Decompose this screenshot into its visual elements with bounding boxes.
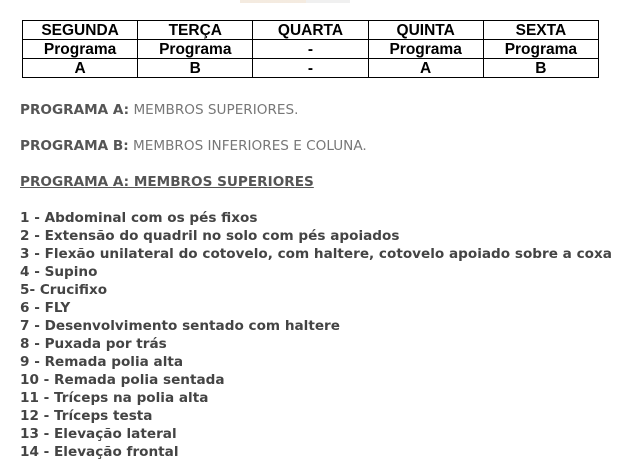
- exercise-item: 5- Crucifixo: [20, 282, 108, 298]
- exercise-item: 3 - Flexão unilateral do cotovelo, com haltere, cotovelo apoiado sobre a coxa: [20, 246, 612, 262]
- letter-cell-wednesday: -: [253, 59, 368, 78]
- letter-cell-friday: B: [483, 59, 598, 78]
- exercise-item: 7 - Desenvolvimento sentado com haltere: [20, 318, 340, 334]
- exercise-list: [20, 209, 612, 461]
- exercise-item: 1 - Abdominal com os pés fixos: [20, 210, 258, 226]
- program-cell-wednesday: -: [253, 40, 368, 59]
- day-header-monday: SEGUNDA: [23, 21, 138, 40]
- program-b-label: PROGRAMA B:: [20, 138, 129, 154]
- weekly-schedule-table: [22, 20, 599, 78]
- letter-cell-thursday: A: [368, 59, 483, 78]
- day-header-thursday: QUINTA: [368, 21, 483, 40]
- section-heading: [20, 173, 314, 191]
- exercise-item: 10 - Remada polia sentada: [20, 372, 225, 388]
- program-cell-tuesday: Programa: [138, 40, 253, 59]
- program-b-summary: [20, 137, 367, 155]
- day-header-friday: SEXTA: [483, 21, 598, 40]
- exercise-item: 11 - Tríceps na polia alta: [20, 390, 209, 406]
- exercise-item: 12 - Tríceps testa: [20, 408, 153, 424]
- program-a-label: PROGRAMA A:: [20, 102, 130, 118]
- program-row: [23, 40, 599, 59]
- program-cell-monday: Programa: [23, 40, 138, 59]
- program-a-description: MEMBROS SUPERIORES.: [133, 102, 299, 118]
- program-a-summary: [20, 101, 298, 119]
- exercise-item: 6 - FLY: [20, 300, 71, 316]
- exercise-item: 8 - Puxada por trás: [20, 336, 167, 352]
- letter-cell-tuesday: B: [138, 59, 253, 78]
- exercise-item: 14 - Elevação frontal: [20, 444, 179, 460]
- section-heading-text: PROGRAMA A: MEMBROS SUPERIORES: [20, 174, 314, 190]
- exercise-item: 9 - Remada polia alta: [20, 354, 184, 370]
- letter-row: [23, 59, 599, 78]
- days-row: [23, 21, 599, 40]
- program-b-description: MEMBROS INFERIORES E COLUNA.: [133, 138, 367, 154]
- cropped-text-fragment: [240, 0, 350, 3]
- exercise-item: 2 - Extensão do quadril no solo com pés apoiados: [20, 228, 400, 244]
- letter-cell-monday: A: [23, 59, 138, 78]
- program-cell-thursday: Programa: [368, 40, 483, 59]
- exercise-item: 13 - Elevação lateral: [20, 426, 177, 442]
- program-cell-friday: Programa: [483, 40, 598, 59]
- day-header-tuesday: TERÇA: [138, 21, 253, 40]
- exercise-item: 4 - Supino: [20, 264, 98, 280]
- day-header-wednesday: QUARTA: [253, 21, 368, 40]
- cropped-previous-line: [0, 0, 632, 6]
